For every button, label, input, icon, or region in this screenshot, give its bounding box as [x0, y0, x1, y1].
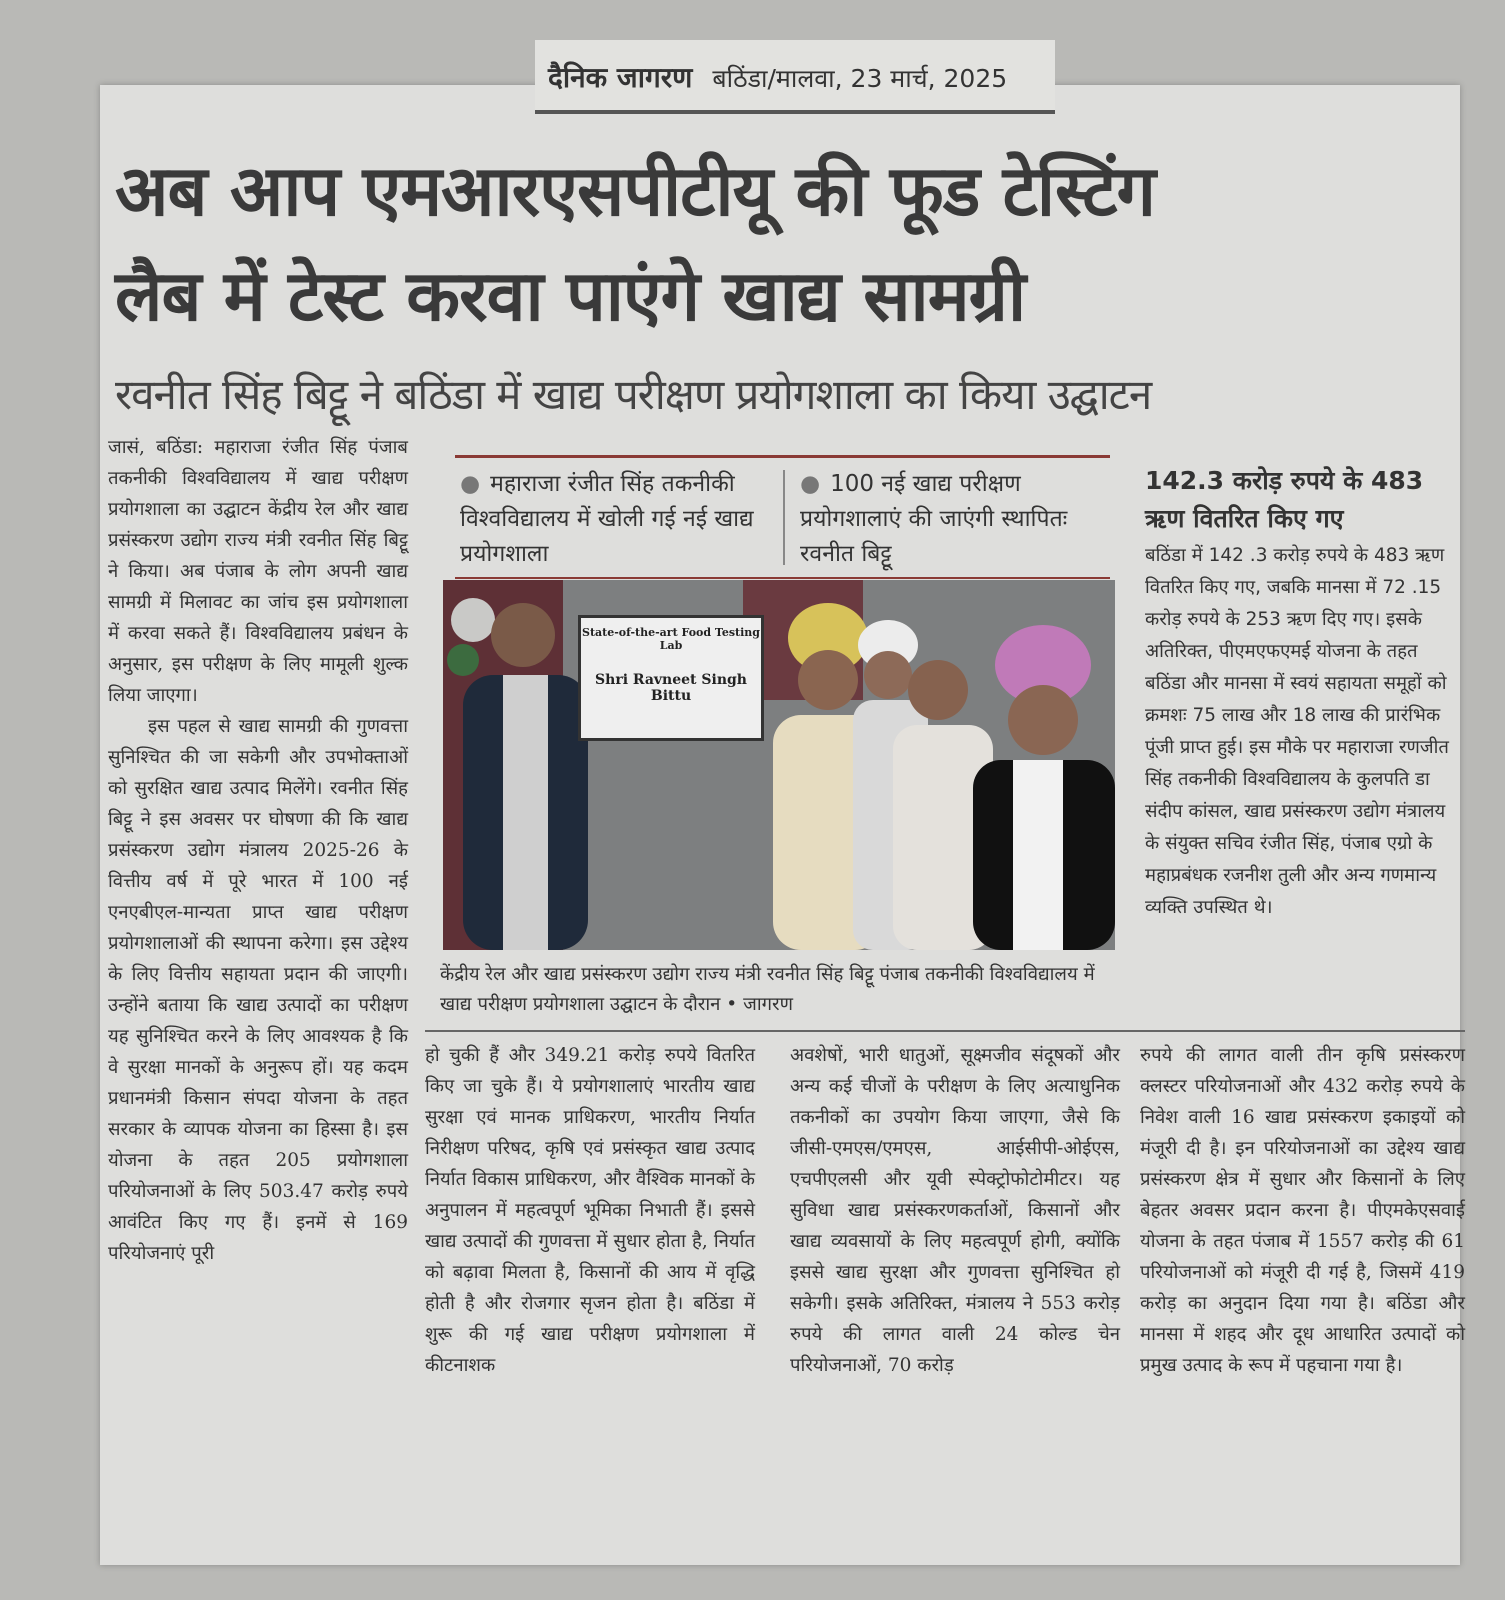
- inauguration-photo: [443, 580, 1115, 950]
- article-paragraph: हो चुकी हैं और 349.21 करोड़ रुपये वितरित किए जा चुके हैं। ये प्रयोगशालाएं भारतीय खाद्य सुरक्षा एवं मानक प्राधिकरण, भारतीय निर्यात निरीक्षण परिषद, कृषि एवं प्रसंस्कृत खाद्य उत्पाद निर्यात विकास प्राधिकरण, और वैश्विक मानकों के अनुपालन में महत्वपूर्ण भूमिका निभाती हैं। इससे खाद्य उत्पादों की गुणवत्ता में सुधार होता है, निर्यात को बढ़ावा मिलता है, किसानों की आय में वृद्धि होती है और रोजगार सृजन होता है। बठिंडा में शुरू की गई खाद्य परीक्षण प्रयोगशाला में कीटनाशक: [425, 1045, 755, 1376]
- article-paragraph: अवशेषों, भारी धातुओं, सूक्ष्मजीव संदूषकों और अन्य कई चीजों के परीक्षण के लिए अत्याधुनिक तकनीकों का उपयोग किया जाएगा, जैसे कि जीसी-एमएस/एमएस, आईसीपी-ओईएस, एचपीएलसी और यूवी स्पेक्ट्रोफोटोमीटर। यह सुविधा खाद्य प्रसंस्करणकर्ताओं, किसानों और खाद्य व्यवसायों के लिए महत्वपूर्ण होगी, क्योंकि इससे खाद्य सुरक्षा और गुणवत्ता सुनिश्चित हो सकेगी। इसके अतिरिक्त, मंत्रालय ने 553 करोड़ रुपये की लागत वाली 24 कोल्ड चेन परियोजनाओं, 70 करोड़: [790, 1045, 1120, 1376]
- edition-date: बठिंडा/मालवा, 23 मार्च, 2025: [712, 64, 1008, 93]
- bullet-icon: ●: [800, 471, 821, 497]
- masthead: [548, 58, 1007, 96]
- plaque-title: State-of-the-art Food Testing Lab: [582, 626, 760, 652]
- column-divider: [425, 1030, 1465, 1032]
- article-column-3: [790, 1040, 1120, 1381]
- article-paragraph: रुपये की लागत वाली तीन कृषि प्रसंस्करण क्लस्टर परियोजनाओं और 432 करोड़ रुपये के निवेश वाली 16 खाद्य प्रसंस्करण इकाइयों को मंजूरी दी है। इन परियोजनाओं का उद्देश्य खाद्य प्रसंस्करण क्षेत्र में सुधार और किसानों के लिए बेहतर अवसर प्रदान करना है। पीएमकेएसवाई योजना के तहत पंजाब में 1557 करोड़ की 61 परियोजनाओं को मंजूरी दी गई है, जिसमें 419 करोड़ का अनुदान दिया गया है। बठिंडा और मानसा में शहद और दूध आधारित उत्पादों को प्रमुख उत्पाद के रूप में पहचाना गया है।: [1140, 1045, 1465, 1376]
- article-paragraph: इस पहल से खाद्य सामग्री की गुणवत्ता सुनिश्चित की जा सकेगी और उपभोक्ताओं को सुरक्षित खाद्य उत्पाद मिलेंगे। रवनीत सिंह बिट्टू ने इस अवसर पर घोषणा की कि खाद्य प्रसंस्करण उद्योग मंत्रालय 2025-26 के वित्तीय वर्ष में पूरे भारत में 100 नई एनएबीएल-मान्यता प्राप्त खाद्य परीक्षण प्रयोगशालाओं की स्थापना करेगा। इस उद्देश्य के लिए वित्तीय सहायता प्रदान की जाएगी। उन्होंने बताया कि खाद्य उत्पादों का परीक्षण यह सुनिश्चित करने के लिए आवश्यक है कि वे सुरक्षा मानकों के अनुरूप हों। यह कदम प्रधानमंत्री किसान संपदा योजना के तहत सरकार के व्यापक योजना का हिस्सा है। इस योजना के तहत 205 प्रयोगशाला परियोजनाओं के लिए 503.47 करोड़ रुपये आवंटित किए गए हैं। इनमें से 169 परियोजनाएं पूरी: [108, 716, 408, 1264]
- plaque: [578, 615, 764, 741]
- article-paragraph: जासं, बठिंडा: महाराजा रंजीत सिंह पंजाब तकनीकी विश्वविद्यालय में खाद्य परीक्षण प्रयोगशाला का उद्घाटन केंद्रीय रेल और खाद्य प्रसंस्करण उद्योग राज्य मंत्री रवनीत सिंह बिट्टू ने किया। अब पंजाब के लोग अपनी खाद्य सामग्री में मिलावट का जांच इस प्रयोगशाला में करवा सकते हैं। विश्वविद्यालय प्रबंधन के अनुसार, इस परीक्षण के लिए मामूली शुल्क लिया जाएगा।: [108, 437, 408, 706]
- plaque-name: Shri Ravneet Singh Bittu: [595, 672, 747, 704]
- highlight-text: महाराजा रंजीत सिंह तकनीकी विश्वविद्यालय में खोली गई नई खाद्य प्रयोगशाला: [460, 471, 754, 567]
- bullet-icon: ●: [460, 471, 481, 497]
- highlight-box-2: [800, 467, 1100, 572]
- headline-line-2: लैब में टेस्ट करवा पाएंगे खाद्य सामग्री: [115, 255, 1026, 337]
- headline-line-1: अब आप एमआरएसपीटीयू की फूड टेस्टिंग: [115, 150, 1155, 232]
- highlight-rule-top: [455, 455, 1110, 458]
- highlight-separator: [783, 470, 785, 565]
- article-column-2: [425, 1040, 755, 1381]
- highlight-box-1: [460, 467, 760, 572]
- sidebar-body: बठिंडा में 142 .3 करोड़ रुपये के 483 ऋण वितरित किए गए, जबकि मानसा में 72 .15 करोड़ रुपये के 253 ऋण दिए गए। इसके अतिरिक्त, पीएमएफएमई योजना के तहत बठिंडा और मानसा में स्वयं सहायता समूहों को क्रमशः 75 लाख और 18 लाख की प्रारंभिक पूंजी प्राप्त हुई। इस मौके पर महाराजा रणजीत सिंह तकनीकी विश्वविद्यालय के कुलपति डा संदीप कांसल, खाद्य प्रसंस्करण उद्योग मंत्रालय के संयुक्त सचिव रंजीत सिंह, पंजाब एग्रो के महाप्रबंधक रजनीश तुली और अन्य गणमान्य व्यक्ति उपस्थित थे।: [1145, 545, 1449, 918]
- article-column-1: [108, 432, 408, 1269]
- photo-illustration: [443, 580, 1115, 950]
- sidebar-heading: 142.3 करोड़ रुपये के 483 ऋण वितरित किए गए: [1145, 466, 1424, 533]
- highlight-rule-bottom: [455, 577, 1110, 579]
- photo-caption: केंद्रीय रेल और खाद्य प्रसंस्करण उद्योग राज्य मंत्री रवनीत सिंह बिट्टू पंजाब तकनीकी विश्वविद्यालय में खाद्य परीक्षण प्रयोगशाला उद्घाटन के दौरान • जागरण: [440, 964, 1095, 1015]
- article-column-4: [1140, 1040, 1465, 1381]
- subheadline: रवनीत सिंह बिट्टू ने बठिंडा में खाद्य परीक्षण प्रयोगशाला का किया उद्घाटन: [115, 370, 1152, 419]
- newspaper-brand: दैनिक जागरण: [548, 61, 693, 94]
- highlight-text: 100 नई खाद्य परीक्षण प्रयोगशालाएं की जाएंगी स्थापितः रवनीत बिट्टू: [800, 471, 1068, 567]
